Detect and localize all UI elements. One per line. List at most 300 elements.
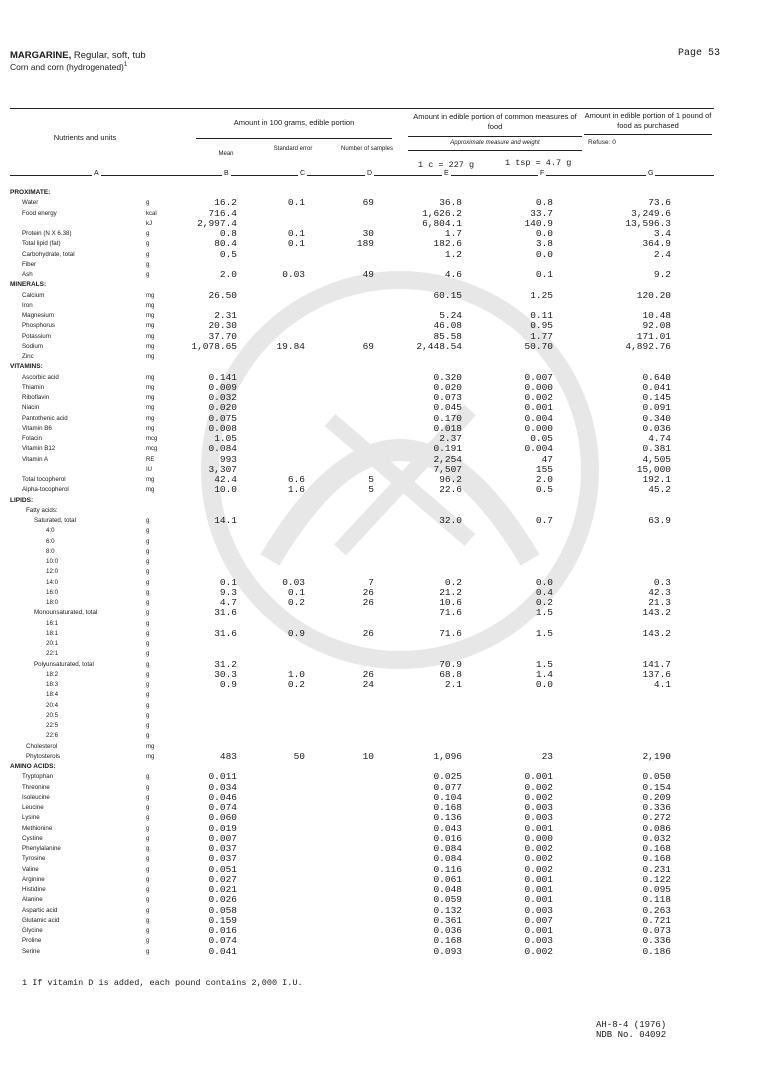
mean-value: 0.034: [208, 781, 237, 793]
pound-value: 0.336: [642, 802, 671, 813]
sample-count: 26: [362, 668, 374, 680]
mean-value: 31.6: [214, 627, 237, 639]
unit-label: mg: [146, 405, 155, 412]
measure-1-value: 36.8: [439, 197, 462, 209]
food-title-description: Regular, soft, tub: [73, 50, 146, 61]
unit-label: g: [146, 610, 150, 617]
unit-label: g: [146, 876, 150, 883]
table-row: [0, 219, 759, 229]
unit-label: mg: [146, 374, 155, 381]
measure-2-value: 47: [541, 453, 553, 465]
col-amount100-header: Amount in 100 grams, edible portion: [233, 118, 355, 127]
unit-label: g: [146, 651, 150, 658]
food-title: [10, 50, 146, 61]
nutrient-label: 18:1: [46, 629, 59, 637]
table-row: [0, 270, 759, 280]
measure-2-value: 3.8: [535, 238, 553, 250]
unit-label: g: [146, 702, 150, 709]
unit-label: g: [146, 538, 150, 545]
table-row: [0, 526, 759, 536]
measure-2-value: 0.0: [535, 679, 553, 690]
pound-rule: [584, 134, 712, 135]
measures-rule: [408, 136, 582, 137]
food-subtitle: [10, 62, 127, 72]
nutrient-label: Isoleucine: [22, 793, 50, 801]
std-error-value: 1.0: [287, 668, 305, 680]
mean-value: 0.084: [208, 443, 237, 455]
table-row: [0, 772, 759, 782]
measure-1-value: 0.084: [433, 843, 462, 854]
mean-value: 2.31: [214, 310, 237, 321]
nutrient-label: 18:2: [46, 670, 59, 678]
mean-value: 9.3: [219, 586, 237, 598]
unit-label: g: [146, 518, 150, 524]
measure-2-value: 0.002: [524, 843, 553, 854]
pound-value: 0.091: [642, 402, 671, 414]
pound-value: 92.08: [642, 320, 671, 332]
unit-label: g: [146, 692, 150, 699]
nutrient-label: Glycine: [22, 927, 43, 934]
measure-2-value: 0.0: [535, 228, 553, 239]
unit-label: mg: [146, 292, 155, 299]
nutrient-label: Ascorbic acid: [22, 373, 59, 381]
nutrient-label: Polyunsaturated, total: [34, 660, 94, 668]
unit-label: mg: [146, 753, 155, 760]
nutrient-label: 20:1: [46, 640, 59, 647]
unit-label: g: [146, 641, 150, 647]
unit-label: mg: [146, 415, 155, 422]
nutrient-label: 14:0: [46, 578, 59, 586]
unit-label: g: [146, 856, 150, 863]
pound-value: 0.721: [642, 914, 671, 926]
section-label: PROXIMATE:: [10, 189, 51, 196]
nutrient-label: Glutamic acid: [22, 916, 60, 924]
unit-label: g: [146, 231, 150, 237]
measure-2-value: 0.001: [524, 402, 553, 414]
nutrient-label: Ash: [22, 271, 33, 278]
mean-value: 483: [219, 750, 237, 762]
nutrient-label: Tryptophan: [22, 773, 54, 781]
measure-1-value: 0.077: [433, 781, 462, 793]
pound-value: 171.01: [636, 330, 671, 342]
mean-value: 0.5: [219, 248, 237, 260]
measure-2-value: 0.1: [535, 269, 553, 280]
measure-1-value: 2,448.54: [416, 340, 462, 352]
measure-1-value: 6,804.1: [422, 217, 462, 229]
unit-label: mg: [146, 425, 155, 432]
sample-count: 24: [362, 679, 374, 690]
std-error-value: 0.1: [287, 228, 305, 239]
table-row: [0, 578, 759, 588]
measure-1-value: 2.37: [439, 433, 462, 444]
nutrient-label: 8:0: [46, 547, 55, 555]
nutrient-label: Total tocopherol: [22, 476, 66, 483]
unit-label: g: [146, 600, 150, 606]
nutrient-label: Folacin: [22, 435, 42, 442]
mean-value: 26.50: [208, 289, 237, 301]
table-row: [0, 516, 759, 526]
mean-value: 0.074: [208, 802, 237, 813]
table-row: [0, 936, 759, 946]
table-row: [0, 649, 759, 659]
mean-value: 16.2: [214, 197, 237, 209]
nutrient-label: Alpha-tocopherol: [22, 486, 69, 494]
pound-value: 192.1: [642, 474, 671, 485]
mean-value: 0.051: [208, 863, 237, 875]
measure-2-value: 0.004: [524, 412, 553, 424]
mean-value: 0.007: [208, 832, 237, 844]
mean-value: 4.7: [219, 597, 237, 608]
table-row: [0, 424, 759, 434]
measure-2-value: 0.8: [535, 197, 553, 209]
unit-label: g: [146, 528, 150, 535]
unit-label: g: [146, 723, 150, 729]
table-row: [0, 475, 759, 485]
measure-2-value: 155: [535, 463, 553, 475]
food-title-name: MARGARINE,: [10, 50, 72, 61]
sample-count: 69: [362, 197, 374, 209]
footnote: 1 If vitamin D is added, each pound contains 2,000 I.U.: [22, 978, 303, 988]
pound-value: 0.041: [642, 381, 671, 393]
pound-value: 0.209: [642, 791, 671, 803]
measure-2-value: 0.003: [524, 812, 553, 824]
measure-1-value: 0.320: [433, 371, 462, 383]
measure-2-value: 1.25: [530, 289, 553, 301]
measure-1-value: 0.016: [433, 832, 462, 844]
unit-label: g: [146, 630, 150, 637]
unit-label: g: [146, 682, 150, 688]
mean-value: 31.2: [214, 658, 237, 670]
pound-value: 0.036: [642, 422, 671, 434]
measure-2-value: 1.77: [530, 330, 553, 342]
pound-value: 15,000: [636, 463, 671, 475]
pound-value: 143.2: [642, 627, 671, 639]
nutrient-label: Arginine: [22, 875, 45, 883]
mean-value: 993: [219, 453, 237, 465]
measure-1-value: 0.084: [433, 853, 462, 865]
table-row: [0, 854, 759, 864]
sample-count: 5: [368, 484, 374, 496]
nutrient-label: 22:6: [46, 732, 59, 740]
measure-1-value: 5.24: [439, 310, 462, 321]
unit-label: g: [146, 251, 150, 258]
measure-2-value: 50.70: [524, 340, 553, 352]
measure-2-value: 0.0: [535, 576, 553, 588]
measure-1-value: 1.2: [444, 248, 462, 260]
nutrient-label: 18:4: [46, 691, 59, 699]
unit-label: g: [146, 241, 150, 248]
col-nutrients-header: Nutrients and units: [53, 133, 117, 142]
unit-label: kJ: [146, 220, 152, 227]
nutrient-label: Iron: [22, 301, 33, 309]
measure-1-value: 85.58: [433, 330, 462, 342]
measure-2-value: 1.5: [535, 627, 553, 639]
mean-value: 3,307: [208, 463, 237, 475]
mean-value: 0.058: [208, 904, 237, 916]
nutrient-label: Cholesterol: [26, 742, 58, 750]
measure-1-value: 32.0: [439, 515, 462, 526]
pound-value: 3.4: [653, 228, 671, 239]
table-row: [0, 342, 759, 352]
unit-label: g: [146, 928, 150, 934]
unit-label: g: [146, 712, 150, 719]
measure-2-value: 0.000: [524, 381, 553, 393]
pound-value: 73.6: [648, 197, 671, 209]
sample-count: 189: [356, 238, 374, 250]
refuse-label: Refuse: 0: [588, 139, 616, 146]
nutrient-label: Riboflavin: [22, 394, 50, 401]
measure-2-value: 0.001: [524, 873, 553, 885]
nutrient-label: 6:0: [46, 537, 55, 545]
table-row: [0, 690, 759, 700]
measure-1-value: 182.6: [433, 238, 462, 250]
pound-value: 0.050: [642, 771, 671, 783]
unit-label: g: [146, 733, 150, 740]
unit-label: mg: [146, 477, 155, 483]
measure-1-value: 60.15: [433, 289, 462, 301]
sample-count: 30: [362, 228, 374, 239]
col-letter-a: A: [94, 170, 99, 177]
measure-1-value: 0.045: [433, 402, 462, 414]
table-row: [0, 567, 759, 577]
sample-count: 7: [368, 576, 374, 588]
table-row: [0, 321, 759, 331]
table-row: [0, 588, 759, 598]
unit-label: g: [146, 661, 150, 668]
pound-value: 0.086: [642, 822, 671, 834]
unit-label: g: [146, 200, 150, 207]
mean-value: 0.060: [208, 812, 237, 824]
unit-label: g: [146, 907, 150, 914]
col-letter-f: F: [540, 170, 545, 177]
measure-1-value: 0.025: [433, 771, 462, 783]
nutrient-label: Magnesium: [22, 312, 54, 319]
mean-value: 716.4: [208, 207, 237, 219]
unit-label: kcal: [146, 210, 157, 217]
measure-1-value: 4.6: [444, 269, 462, 280]
nutrient-label: Zinc: [22, 353, 34, 360]
nutrient-label: Food energy: [22, 209, 57, 217]
measure-1-value: 0.170: [433, 412, 462, 424]
col-approx-header: Approximate measure and weight: [450, 140, 540, 146]
nutrient-label: 20:5: [46, 711, 59, 719]
unit-label: mg: [146, 487, 155, 494]
nutrient-label: Phosphorus: [22, 322, 56, 330]
section-header-row: [0, 496, 759, 506]
measure-2-value: 0.003: [524, 904, 553, 916]
mean-value: 0.026: [208, 894, 237, 906]
pound-value: 2,190: [642, 750, 671, 762]
mean-value: 20.30: [208, 320, 237, 332]
section-header-row: [0, 362, 759, 372]
table-row: [0, 250, 759, 260]
measure-1-value: 0.191: [433, 443, 462, 455]
unit-label: g: [146, 917, 150, 924]
pound-value: 0.231: [642, 863, 671, 875]
unit-label: mg: [146, 384, 155, 391]
nutrient-label: Threonine: [22, 783, 50, 791]
section-label: LIPIDS:: [10, 496, 34, 504]
footer-ndb-number: NDB No. 04092: [596, 1030, 667, 1040]
pound-value: 0.073: [642, 925, 671, 936]
sample-count: 26: [362, 586, 374, 598]
sample-count: 69: [362, 340, 374, 352]
measure-1-value: 0.093: [433, 945, 462, 957]
table-row: [0, 629, 759, 639]
table-row: [0, 608, 759, 618]
unit-label: g: [146, 805, 150, 811]
col-std-error-header: Standard error: [273, 146, 313, 152]
table-row: [0, 444, 759, 454]
nutrient-label: Fiber: [22, 260, 37, 268]
measure-2-value: 0.11: [530, 310, 553, 321]
col-letter-g: G: [648, 170, 654, 177]
measure-1-value: 2.1: [444, 679, 462, 690]
mean-value: 0.141: [208, 371, 237, 383]
mean-value: 10.0: [214, 484, 237, 496]
measure-1-value: 0.073: [433, 392, 462, 403]
nutrient-label: 22:5: [46, 722, 59, 729]
measure-1-value: 1.7: [444, 228, 462, 239]
measure-2-value: 0.002: [524, 791, 553, 803]
unit-label: g: [146, 261, 150, 268]
unit-label: IU: [146, 466, 152, 473]
std-error-value: 19.84: [276, 340, 305, 352]
measure-1-value: 1,626.2: [422, 207, 462, 219]
measure-1-value: 0.061: [433, 873, 462, 885]
nutrient-label: 18:0: [46, 599, 59, 606]
measure-1-value: 0.018: [433, 422, 462, 434]
unit-label: g: [146, 569, 150, 576]
table-row: [0, 895, 759, 905]
unit-label: g: [146, 897, 150, 904]
pound-value: 9.2: [653, 269, 671, 280]
table-row: [0, 639, 759, 649]
pound-value: 120.20: [636, 289, 671, 301]
table-row: [0, 680, 759, 690]
pound-value: 45.2: [648, 484, 671, 496]
unit-label: g: [146, 559, 150, 565]
pound-value: 0.032: [642, 832, 671, 844]
measure-2-value: 0.001: [524, 925, 553, 936]
sample-count: 5: [368, 474, 374, 485]
unit-label: mg: [146, 354, 155, 360]
table-row: [0, 813, 759, 823]
mean-value: 0.016: [208, 925, 237, 936]
footnote-marker: 1: [123, 62, 128, 69]
mean-value: 2.0: [219, 269, 237, 280]
table-row: [0, 506, 759, 516]
table-row: [0, 352, 759, 362]
pound-value: 4.1: [653, 679, 671, 690]
measure-1-value: 0.136: [433, 812, 462, 824]
col-letter-b: B: [224, 170, 229, 177]
nutrient-label: Fatty acids:: [26, 506, 58, 514]
std-error-value: 0.03: [282, 576, 305, 588]
nutrient-label: 4:0: [46, 527, 55, 535]
pound-value: 0.340: [642, 412, 671, 424]
col-letter-e: E: [444, 170, 449, 177]
table-row: [0, 721, 759, 731]
unit-label: mcg: [146, 446, 158, 453]
approx-rule: [408, 150, 582, 151]
measure-1-value: 21.2: [439, 586, 462, 598]
nutrient-label: Aspartic acid: [22, 906, 58, 914]
pound-value: 2.4: [653, 248, 671, 260]
nutrient-label: 12:0: [46, 568, 59, 576]
section-label: VITAMINS:: [10, 363, 43, 371]
unit-label: g: [146, 846, 150, 852]
mean-value: 80.4: [214, 238, 237, 250]
measure-1-value: 10.6: [439, 597, 462, 608]
table-row: [0, 557, 759, 567]
table-row: [0, 485, 759, 495]
nutrient-label: Alanine: [22, 896, 43, 904]
mean-value: 31.6: [214, 607, 237, 619]
measure-2-value: 0.001: [524, 894, 553, 906]
nutrient-label: Water: [22, 199, 39, 207]
measure-1-value: 7,507: [433, 463, 462, 475]
section-label: AMINO ACIDS:: [10, 763, 56, 770]
col-measures-header: Amount in edible portion of common measures of food: [413, 112, 577, 131]
unit-label: mg: [146, 313, 155, 319]
measure-2-label: 1 tsp = 4.7 g: [505, 158, 572, 168]
nutrient-label: 20:4: [46, 701, 59, 709]
measure-2-value: 0.002: [524, 853, 553, 865]
measure-2-value: 0.4: [535, 586, 553, 598]
std-error-value: 0.2: [287, 597, 305, 608]
mean-value: 0.027: [208, 873, 237, 885]
table-row: [0, 701, 759, 711]
unit-label: g: [146, 272, 150, 278]
unit-label: mg: [146, 323, 155, 330]
pound-value: 0.168: [642, 843, 671, 854]
nutrient-label: Phytosterols: [26, 752, 61, 760]
table-row: [0, 670, 759, 680]
measure-2-value: 1.5: [535, 658, 553, 670]
std-error-value: 0.1: [287, 238, 305, 250]
measure-1-value: 0.2: [444, 576, 462, 588]
mean-value: 14.1: [214, 515, 237, 526]
measure-2-value: 0.002: [524, 781, 553, 793]
measure-1-value: 0.132: [433, 904, 462, 916]
unit-label: g: [146, 866, 150, 873]
mean-value: 0.074: [208, 935, 237, 947]
pound-value: 0.263: [642, 904, 671, 916]
unit-label: g: [146, 671, 150, 678]
table-row: [0, 198, 759, 208]
mean-value: 0.037: [208, 853, 237, 865]
measure-1-value: 0.361: [433, 914, 462, 926]
amount100-rule: [196, 138, 392, 139]
mean-value: 0.159: [208, 914, 237, 926]
pound-value: 0.122: [642, 873, 671, 885]
measure-2-value: 0.05: [530, 433, 553, 444]
sample-count: 26: [362, 627, 374, 639]
table-row: [0, 537, 759, 547]
unit-label: mg: [146, 343, 155, 350]
mean-value: 0.019: [208, 822, 237, 834]
measure-1-value: 0.043: [433, 822, 462, 834]
unit-label: g: [146, 784, 150, 791]
unit-label: g: [146, 589, 150, 596]
measure-2-value: 0.004: [524, 443, 553, 455]
measure-1-value: 0.048: [433, 884, 462, 895]
measure-1-value: 0.116: [433, 863, 462, 875]
nutrient-label: Niacin: [22, 404, 40, 412]
measure-2-value: 0.2: [535, 597, 553, 608]
std-error-value: 0.1: [287, 197, 305, 209]
